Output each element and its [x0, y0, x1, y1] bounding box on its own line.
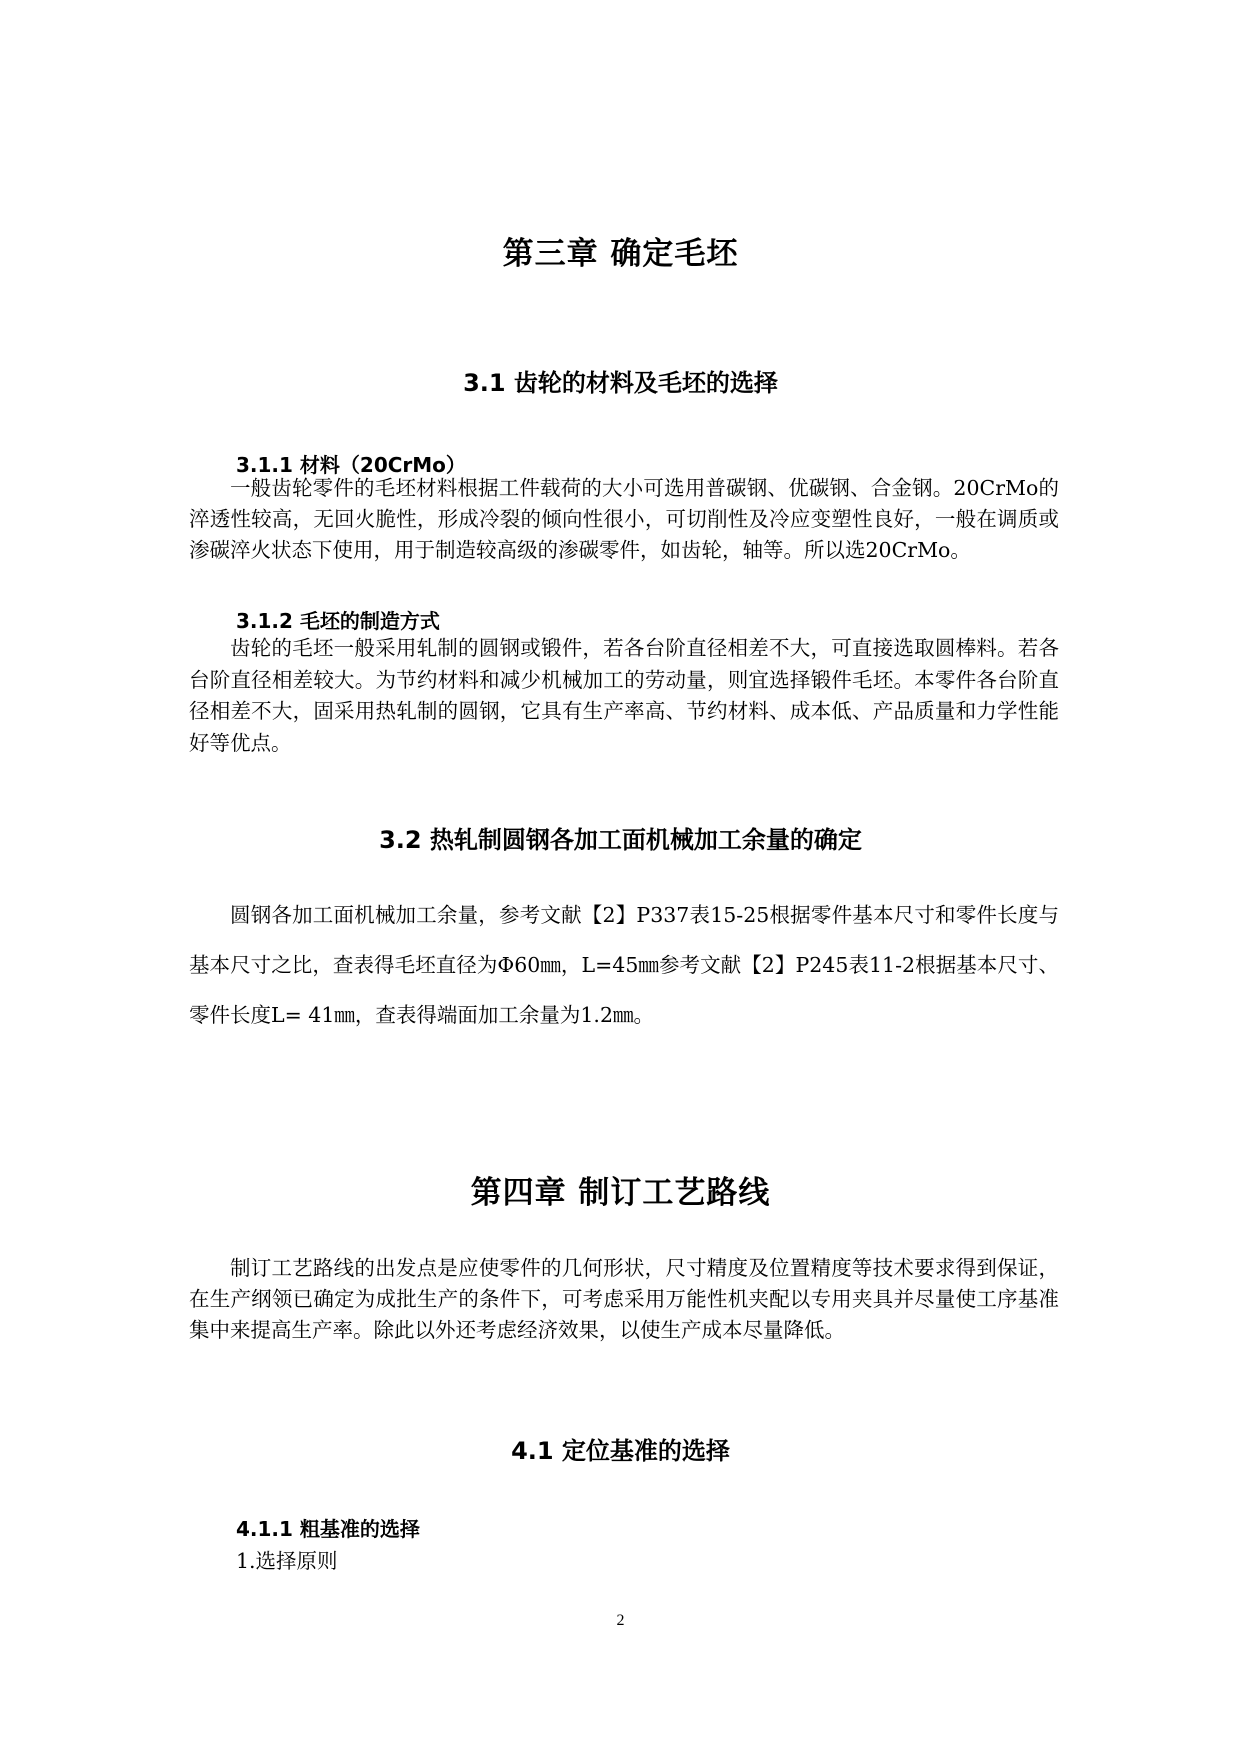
section-3-1-2-body: 齿轮的毛坯一般采用轧制的圆钢或锻件，若各台阶直径相差不大，可直接选取圆棒料。若各台阶直径相差较大。为节约材料和减少机械加工的劳动量，则宜选择锻件毛坯。本零件各台阶直径相差不大，固采用热轧制的圆钢，它具有生产率高、节约材料、成本低、产品质量和力学性能好等优点。	[189, 636, 1059, 755]
page-number: 2	[616, 1612, 625, 1629]
list-item-1: 1.选择原则	[236, 1549, 338, 1573]
section-3-1-title: 3.1 齿轮的材料及毛坯的选择	[463, 369, 778, 397]
section-3-1-2-title: 3.1.2 毛坯的制造方式	[236, 609, 440, 633]
chapter3-title: 第三章 确定毛坯	[502, 236, 739, 272]
chapter4-title: 第四章 制订工艺路线	[470, 1175, 771, 1211]
section-3-2-title: 3.2 热轧制圆钢各加工面机械加工余量的确定	[379, 826, 862, 854]
section-4-1-title: 4.1 定位基准的选择	[511, 1437, 730, 1465]
chapter4-body: 制订工艺路线的出发点是应使零件的几何形状，尺寸精度及位置精度等技术要求得到保证，在生产纲领已确定为成批生产的条件下，可考虑采用万能性机夹配以专用夹具并尽量使工序基准集中来提高生产率。除此以外还考虑经济效果，以使生产成本尽量降低。	[189, 1256, 1059, 1342]
section-4-1-1-title: 4.1.1 粗基准的选择	[236, 1517, 420, 1541]
section-3-2-body: 圆钢各加工面机械加工余量，参考文献【2】P337表15-25根据零件基本尺寸和零件长度与基本尺寸之比，查表得毛坯直径为Φ60㎜，L=45㎜参考文献【2】P245表11-2根据基本尺寸、零件长度L= 41㎜，查表得端面加工余量为1.2㎜。	[189, 903, 1059, 1027]
section-3-1-1-title: 3.1.1 材料（20CrMo）	[236, 453, 466, 477]
section-3-1-1-body: 一般齿轮零件的毛坯材料根据工件载荷的大小可选用普碳钢、优碳钢、合金钢。20CrMo的淬透性较高，无回火脆性，形成冷裂的倾向性很小，可切削性及冷应变塑性良好，一般在调质或渗碳淬火状态下使用，用于制造较高级的渗碳零件，如齿轮，轴等。所以选20CrMo。	[189, 476, 1059, 562]
